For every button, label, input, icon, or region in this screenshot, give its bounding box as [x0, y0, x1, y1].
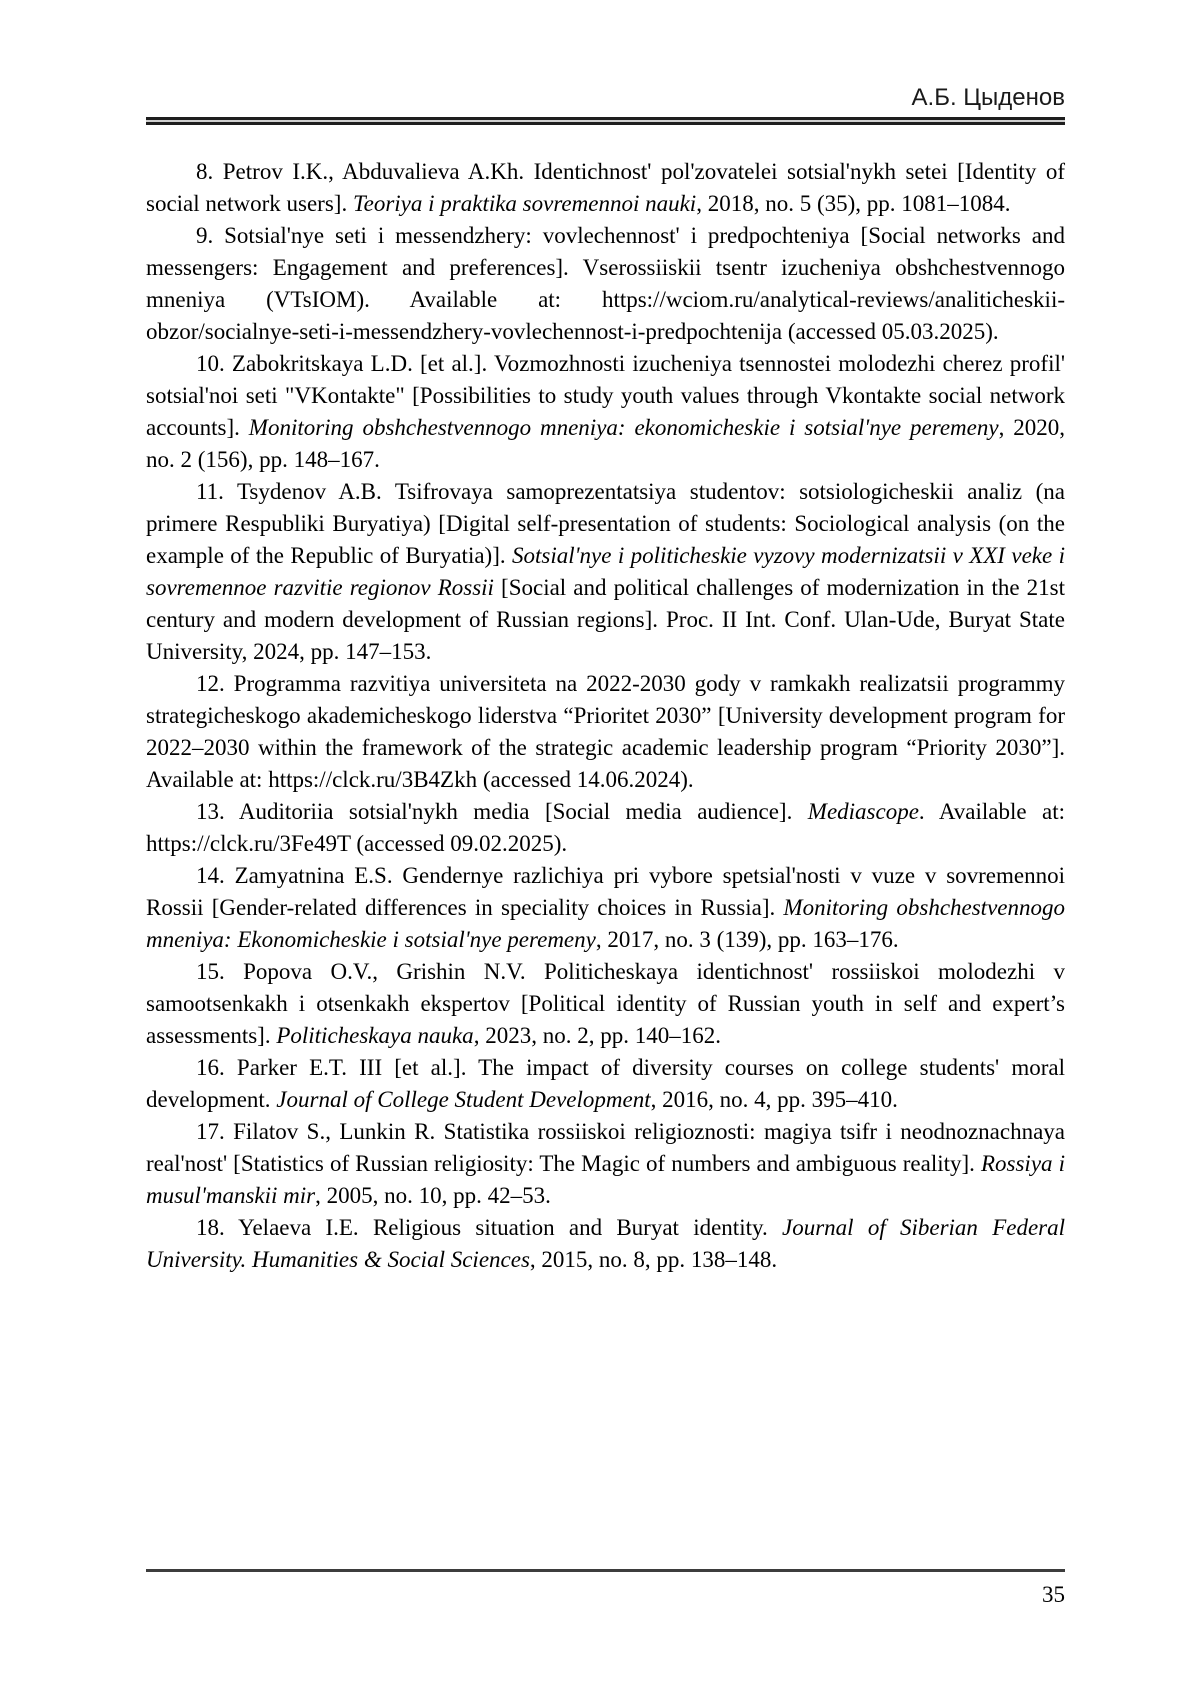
reference-text: 10. Zabokritskaya L.D. [et al.]. Vozmozhnosti izucheniya tsennostei molodezhi cherez profil' sotsial'noi seti "VKontakte" [Possibilities to study youth values through Vkontakte social network accounts]. — [146, 351, 1065, 440]
page-number: 35 — [1042, 1582, 1065, 1607]
reference-text: 13. Auditoriia sotsial'nykh media [Social media audience]. — [196, 799, 808, 824]
reference-text: , 2005, no. 10, pp. 42–53. — [315, 1183, 551, 1208]
reference-text: 9. Sotsial'nye seti i messendzhery: vovlechennost' i predpochteniya [Social networks and messengers: Engagement and preferences]. Vserossiiskii tsentr izucheniya obshchestvennogo mneniya (VTsIOM). Available at: https://wciom.ru/analytical-reviews/analiticheskii-obzor/socialnye-seti-i-messendzhery-vovlechennost-i-predpochtenija (accessed 05.03.2025). — [146, 223, 1065, 344]
reference-item — [146, 156, 1065, 220]
reference-text: , 2020, no. 2 (156), pp. 148–167. — [146, 415, 1065, 472]
footer-rule — [146, 1569, 1065, 1572]
reference-text: , 2017, no. 3 (139), pp. 163–176. — [595, 927, 899, 952]
reference-text: 11. Tsydenov A.B. Tsifrovaya samoprezentatsiya studentov: sotsiologicheskii analiz (na primere Respubliki Buryatiya) [Digital self-presentation of students: Sociological analysis (on the example of the Republic of Buryatia)]. — [146, 479, 1065, 568]
reference-text: [Social and political challenges of modernization in the 21st century and modern development of Russian regions]. Proc. II Int. Conf. Ulan-Ude, Buryat State University, 2024, pp. 147–153. — [146, 575, 1065, 664]
reference-text: 17. Filatov S., Lunkin R. Statistika rossiiskoi religioznosti: magiya tsifr i neodnoznachnaya real'nost' [Statistics of Russian religiosity: The Magic of numbers and ambiguous reality]. — [146, 1119, 1065, 1176]
reference-item — [146, 796, 1065, 860]
running-header — [146, 84, 1065, 111]
reference-text: . Available at: https://clck.ru/3Fe49T (accessed 09.02.2025). — [146, 799, 1065, 856]
reference-text: , 2016, no. 4, pp. 395–410. — [650, 1087, 898, 1112]
reference-item — [146, 956, 1065, 1052]
reference-source-title: Monitoring obshchestvennogo mneniya: Ekonomicheskie i sotsial'nye peremeny — [146, 895, 1065, 952]
reference-text: , 2018, no. 5 (35), pp. 1081–1084. — [696, 191, 1011, 216]
reference-text: , 2023, no. 2, pp. 140–162. — [473, 1023, 721, 1048]
reference-source-title: Teoriya i praktika sovremennoi nauki — [352, 191, 697, 216]
reference-item — [146, 1212, 1065, 1276]
running-header-author: А.Б. Цыденов — [911, 84, 1065, 111]
reference-item — [146, 668, 1065, 796]
header-rule — [146, 117, 1065, 125]
reference-text: 12. Programma razvitiya universiteta na 2022-2030 gody v ramkakh realizatsii programmy strategicheskogo akademicheskogo liderstva “Prioritet 2030” [University development program for 2022–2030 within the framework of the strategic academic leadership program “Priority 2030”]. Available at: https://clck.ru/3B4Zkh (accessed 14.06.2024). — [146, 671, 1065, 792]
reference-source-title: Monitoring obshchestvennogo mneniya: ekonomicheskie i sotsial'nye peremeny — [248, 415, 999, 440]
reference-item — [146, 1116, 1065, 1212]
reference-item — [146, 220, 1065, 348]
reference-source-title: Sotsial'nye i politicheskie vyzovy modernizatsii v XXI veke i sovremennoe razvitie regionov Rossii — [146, 543, 1065, 600]
reference-item — [146, 348, 1065, 476]
reference-source-title: Mediascope — [807, 799, 919, 824]
reference-text: 8. Petrov I.K., Abduvalieva A.Kh. Identichnost' pol'zovatelei sotsial'nykh setei [Identity of social network users]. — [146, 159, 1065, 216]
reference-text: 15. Popova O.V., Grishin N.V. Politicheskaya identichnost' rossiiskoi molodezhi v samootsenkakh i otsenkakh ekspertov [Political identity of Russian youth in self and expert’s assessments]. — [146, 959, 1065, 1048]
reference-text: , 2015, no. 8, pp. 138–148. — [529, 1247, 778, 1272]
reference-item — [146, 1052, 1065, 1116]
reference-source-title: Rossiya i musul'manskii mir — [146, 1151, 1065, 1208]
reference-text: 16. Parker E.T. III [et al.]. The impact of diversity courses on college students' moral development. — [146, 1055, 1065, 1112]
references-list — [146, 156, 1065, 1276]
reference-text: 14. Zamyatnina E.S. Gendernye razlichiya pri vybore spetsial'nosti v vuze v sovremennoi Rossii [Gender-related differences in speciality choices in Russia]. — [146, 863, 1065, 920]
reference-text: 18. Yelaeva I.E. Religious situation and Buryat identity. — [196, 1215, 783, 1240]
reference-item — [146, 476, 1065, 668]
reference-source-title: Journal of Siberian Federal University. Humanities & Social Sciences — [146, 1215, 1066, 1272]
reference-source-title: Journal of College Student Development — [276, 1087, 651, 1112]
reference-item — [146, 860, 1065, 956]
reference-source-title: Politicheskaya nauka — [276, 1023, 474, 1048]
